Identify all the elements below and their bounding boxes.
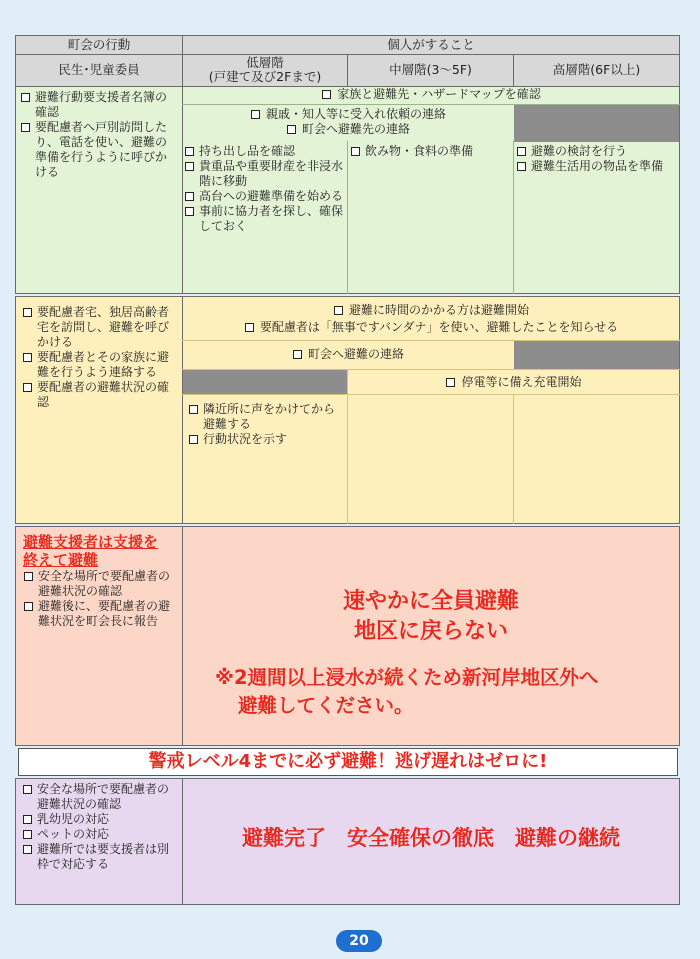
r1-left-cell	[15, 86, 183, 294]
r1-high-list	[516, 144, 678, 174]
header-mid: 中層階(3～5F)	[347, 54, 514, 87]
checkbox-icon	[188, 432, 200, 447]
r2-all-row-1: 避難に時間のかかる方は避難開始	[182, 303, 680, 318]
r1-lowmid-row: 親戚・知人等に受入れ依頼の連絡	[182, 107, 514, 122]
checkbox-icon	[516, 144, 528, 159]
r2-lowmid-row: 町会へ避難の連絡	[182, 347, 514, 362]
r1-col-divider	[347, 141, 348, 294]
r2-low-gray-block	[183, 370, 347, 394]
r4-left-item: 安全な場所で要配慮者の避難状況の確認	[22, 782, 177, 812]
r2-low-list	[188, 402, 346, 447]
header-welfare: 民生･児童委員	[15, 54, 183, 87]
checkbox-icon	[22, 842, 34, 857]
r1-low-list	[184, 144, 346, 234]
header-town: 町会の行動	[15, 35, 183, 55]
header-high: 高層階(6F以上)	[513, 54, 680, 87]
r3-note-line-1: ※2週間以上浸水が続くため新河岸地区外へ	[215, 666, 599, 689]
checkbox-icon	[22, 305, 34, 320]
r3-left-item: 避難後に、要配慮者の避難状況を町会長に報告	[23, 599, 177, 629]
r3-left-cell	[15, 526, 183, 746]
r3-note-line-2: 避難してください。	[238, 694, 414, 717]
r2-low-item: 隣近所に声をかけてから避難する	[188, 402, 346, 432]
checkbox-icon	[20, 90, 32, 105]
r1-low-item: 貴重品や重要財産を非浸水階に移動	[184, 159, 346, 189]
r4-main-text: 避難完了 安全確保の徹底 避難の継続	[242, 826, 620, 850]
checkbox-icon	[250, 107, 262, 122]
header-individual: 個人がすること	[182, 35, 680, 55]
r2-midhigh-row: 停電等に備え充電開始	[347, 375, 680, 390]
checkbox-icon	[20, 120, 32, 135]
checkbox-icon	[445, 375, 457, 390]
header-low: 低層階 (戸建て及び2Fまで)	[182, 54, 348, 87]
checkbox-icon	[22, 782, 34, 797]
checkbox-icon	[22, 827, 34, 842]
r3-main-line-1: 速やかに全員避難	[342, 589, 519, 614]
r2-col-divider	[347, 369, 348, 524]
r2-left-item: 要配慮者とその家族に避難を行うよう連絡する	[22, 350, 176, 380]
r1-low-item: 高台への避難準備を始める	[184, 189, 346, 204]
r1-high-item: 避難の検討を行う	[516, 144, 678, 159]
r1-low-item: 事前に協力者を探し、確保しておく	[184, 204, 346, 234]
r3-left-item: 安全な場所で要配慮者の避難状況の確認	[23, 569, 177, 599]
checkbox-icon	[292, 347, 304, 362]
checkbox-icon	[286, 122, 298, 137]
r1-mid-item: 飲み物・食料の準備	[350, 144, 512, 159]
checkbox-icon	[22, 812, 34, 827]
checkbox-icon	[333, 303, 345, 318]
checkbox-icon	[184, 204, 196, 219]
r2-low-item: 行動状況を示す	[188, 432, 346, 447]
r1-lowmid-row: 町会へ避難先の連絡	[182, 122, 514, 137]
checkbox-icon	[516, 159, 528, 174]
r3-left-title: 避難支援者は支援を終えて避難	[23, 533, 159, 569]
checkbox-icon	[23, 569, 35, 584]
warning-banner: 警戒レベル4までに必ず避難！逃げ遅れはゼロに!	[18, 748, 678, 776]
r2-divider	[182, 394, 680, 395]
checkbox-icon	[184, 159, 196, 174]
r4-left-item: ペットの対応	[22, 827, 177, 842]
r1-mid-list	[350, 144, 512, 159]
checkbox-icon	[22, 380, 34, 395]
page-number-badge: 20	[336, 930, 382, 952]
checkbox-icon	[188, 402, 200, 417]
r1-col-divider	[513, 141, 514, 294]
r2-high-gray-block	[514, 341, 679, 369]
r4-left-item: 避難所では要支援者は別枠で対応する	[22, 842, 177, 872]
r1-low-item: 持ち出し品を確認	[184, 144, 346, 159]
r1-high-item: 避難生活用の物品を準備	[516, 159, 678, 174]
r3-main-line-2: 地区に戻らない	[353, 619, 508, 644]
r1-left-item: 避難行動要支援者名簿の確認	[20, 90, 178, 120]
r1-high-gray-block	[514, 105, 679, 142]
checkbox-icon	[321, 87, 333, 102]
r2-left-item: 要配慮者の避難状況の確認	[22, 380, 176, 410]
r4-left-item: 乳幼児の対応	[22, 812, 177, 827]
checkbox-icon	[184, 189, 196, 204]
r2-col-divider	[513, 394, 514, 524]
r1-left-item: 要配慮者へ戸別訪問したり、電話を使い、避難の準備を行うように呼びかける	[20, 120, 178, 180]
checkbox-icon	[184, 144, 196, 159]
checkbox-icon	[22, 350, 34, 365]
r2-left-cell	[15, 296, 183, 524]
r4-left-cell	[15, 778, 183, 905]
r2-left-item: 要配慮者宅、独居高齢者宅を訪問し、避難を呼びかける	[22, 305, 176, 350]
r2-all-row-2: 要配慮者は「無事ですバンダナ」を使い、避難したことを知らせる	[182, 320, 680, 335]
checkbox-icon	[244, 320, 256, 335]
checkbox-icon	[23, 599, 35, 614]
checkbox-icon	[350, 144, 362, 159]
r1-all-row: 家族と避難先・ハザードマップを確認	[182, 87, 680, 102]
